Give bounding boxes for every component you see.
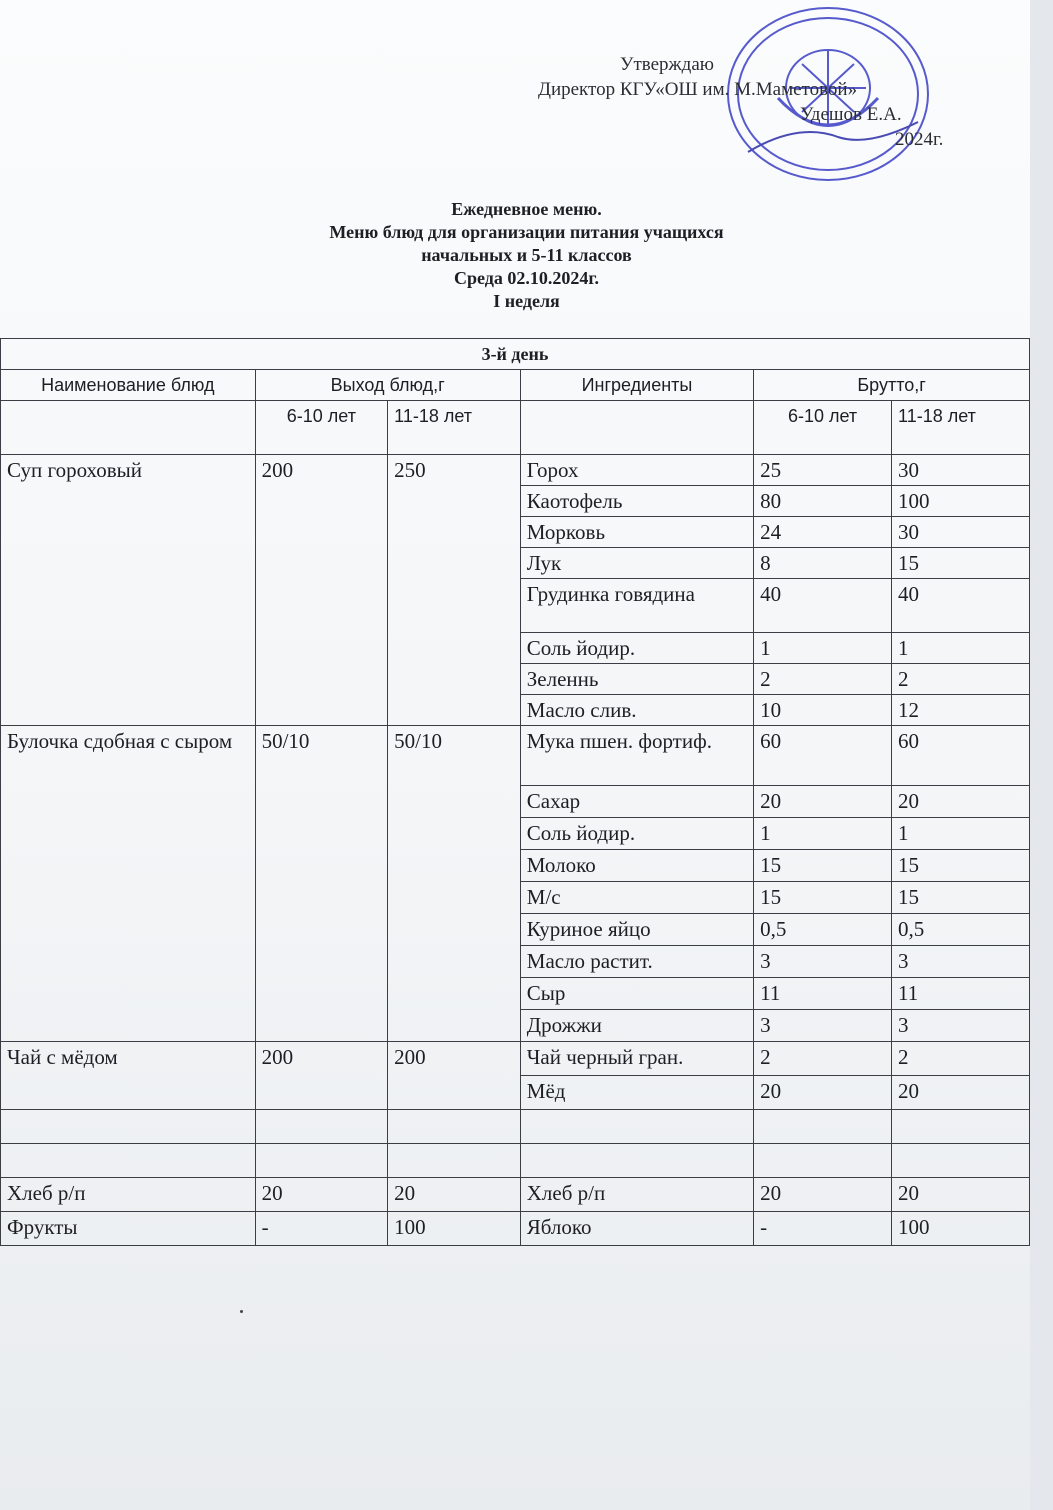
- approval-director: Директор КГУ«ОШ им. М.Маметовой»: [538, 79, 858, 100]
- header-row: [1, 370, 1030, 401]
- gross-young: 20: [754, 1076, 892, 1110]
- day-header: 3-й день: [1, 339, 1030, 370]
- empty-cell: [892, 1144, 1030, 1178]
- dish-output-young: -: [255, 1212, 388, 1246]
- gross-young: 3: [754, 1010, 892, 1042]
- gross-old: 100: [892, 1212, 1030, 1246]
- gross-young: 3: [754, 946, 892, 978]
- table-row: [1, 1042, 1030, 1076]
- ingredient-name: Масло слив.: [520, 695, 753, 726]
- dish-output-young: 200: [255, 455, 388, 726]
- gross-young: 20: [754, 1178, 892, 1212]
- gross-old: 12: [892, 695, 1030, 726]
- menu-table: [0, 338, 1030, 1246]
- ingredient-name: Соль йодир.: [520, 633, 753, 664]
- col-header-dish: Наименование блюд: [1, 370, 256, 401]
- gross-old: 2: [892, 1042, 1030, 1076]
- gross-young: 80: [754, 486, 892, 517]
- gross-young: 40: [754, 579, 892, 633]
- gross-old: 30: [892, 517, 1030, 548]
- empty-row: [1, 1144, 1030, 1178]
- gross-old: 60: [892, 726, 1030, 786]
- gross-old: 100: [892, 486, 1030, 517]
- ingredient-name: Горох: [520, 455, 753, 486]
- menu-title: [0, 198, 1053, 313]
- col-header-ingredients: Ингредиенты: [520, 370, 753, 401]
- ingredient-name: Мука пшен. фортиф.: [520, 726, 753, 786]
- gross-old: 2: [892, 664, 1030, 695]
- ingredient-name: М/с: [520, 882, 753, 914]
- col-header-gross: Брутто,г: [754, 370, 1030, 401]
- empty-cell: [520, 401, 753, 455]
- stray-mark: [240, 1310, 243, 1313]
- approval-line: Утверждаю: [620, 54, 714, 75]
- dish-output-young: 20: [255, 1178, 388, 1212]
- ingredient-name: Масло растит.: [520, 946, 753, 978]
- empty-cell: [388, 1110, 521, 1144]
- gross-old: 15: [892, 548, 1030, 579]
- table-row: [1, 455, 1030, 486]
- ingredient-name: Каотофель: [520, 486, 753, 517]
- gross-young: 8: [754, 548, 892, 579]
- ingredient-name: Чай черный гран.: [520, 1042, 753, 1076]
- gross-young: 60: [754, 726, 892, 786]
- empty-cell: [754, 1110, 892, 1144]
- header-row: [1, 339, 1030, 370]
- empty-cell: [388, 1144, 521, 1178]
- gross-old: 1: [892, 633, 1030, 664]
- gross-young: 11: [754, 978, 892, 1010]
- table-row: [1, 726, 1030, 786]
- gross-old: 0,5: [892, 914, 1030, 946]
- ingredient-name: Дрожжи: [520, 1010, 753, 1042]
- col-header-output: Выход блюд,г: [255, 370, 520, 401]
- title-week: I неделя: [493, 291, 560, 311]
- ingredient-name: Мёд: [520, 1076, 753, 1110]
- title-date: Среда 02.10.2024г.: [453, 268, 599, 288]
- ingredient-name: Яблоко: [520, 1212, 753, 1246]
- gross-old: 15: [892, 850, 1030, 882]
- empty-cell: [754, 1144, 892, 1178]
- gross-old: 11: [892, 978, 1030, 1010]
- title-line: начальных и 5-11 классов: [421, 245, 632, 265]
- gross-old: 40: [892, 579, 1030, 633]
- empty-cell: [255, 1110, 388, 1144]
- dish-output-old: 250: [388, 455, 521, 726]
- gross-young: 2: [754, 1042, 892, 1076]
- gross-young: 20: [754, 786, 892, 818]
- ingredient-name: Куриное яйцо: [520, 914, 753, 946]
- empty-cell: [1, 1110, 256, 1144]
- ingredient-name: Хлеб р/п: [520, 1178, 753, 1212]
- gross-young: 1: [754, 633, 892, 664]
- empty-cell: [1, 1144, 256, 1178]
- gross-old: 3: [892, 1010, 1030, 1042]
- gross-young: 1: [754, 818, 892, 850]
- col-header-age-young: 6-10 лет: [754, 401, 892, 455]
- dish-name: Фрукты: [1, 1212, 256, 1246]
- gross-young: 15: [754, 850, 892, 882]
- dish-output-old: 100: [388, 1212, 521, 1246]
- ingredient-name: Сахар: [520, 786, 753, 818]
- empty-cell: [892, 1110, 1030, 1144]
- ingredient-name: Морковь: [520, 517, 753, 548]
- dish-output-old: 50/10: [388, 726, 521, 1042]
- gross-old: 1: [892, 818, 1030, 850]
- table-row: [1, 1178, 1030, 1212]
- gross-young: 25: [754, 455, 892, 486]
- ingredient-name: Зеленнь: [520, 664, 753, 695]
- gross-old: 20: [892, 1178, 1030, 1212]
- empty-cell: [520, 1144, 753, 1178]
- gross-young: 0,5: [754, 914, 892, 946]
- ingredient-name: Сыр: [520, 978, 753, 1010]
- ingredient-name: Соль йодир.: [520, 818, 753, 850]
- dish-output-old: 20: [388, 1178, 521, 1212]
- table-row: [1, 1212, 1030, 1246]
- dish-name: Суп гороховый: [1, 455, 256, 726]
- gross-old: 3: [892, 946, 1030, 978]
- approval-block: [500, 52, 970, 152]
- title-line: Ежедневное меню.: [451, 199, 602, 219]
- col-header-age-old: 11-18 лет: [892, 401, 1030, 455]
- empty-cell: [520, 1110, 753, 1144]
- empty-cell: [1, 401, 256, 455]
- approval-signature-name: Удешов Е.А.: [800, 104, 902, 125]
- ingredient-name: Молоко: [520, 850, 753, 882]
- dish-output-old: 200: [388, 1042, 521, 1110]
- ingredient-name: Лук: [520, 548, 753, 579]
- subheader-row: [1, 401, 1030, 455]
- gross-young: 15: [754, 882, 892, 914]
- dish-name: Чай с мёдом: [1, 1042, 256, 1110]
- gross-old: 20: [892, 786, 1030, 818]
- title-line: Меню блюд для организации питания учащихся: [329, 222, 724, 242]
- gross-young: 10: [754, 695, 892, 726]
- gross-young: -: [754, 1212, 892, 1246]
- col-header-age-young: 6-10 лет: [255, 401, 388, 455]
- dish-output-young: 200: [255, 1042, 388, 1110]
- ingredient-name: Грудинка говядина: [520, 579, 753, 633]
- approval-date: 2024г.: [895, 129, 944, 150]
- col-header-age-old: 11-18 лет: [388, 401, 521, 455]
- dish-output-young: 50/10: [255, 726, 388, 1042]
- dish-name: Хлеб р/п: [1, 1178, 256, 1212]
- dish-name: Булочка сдобная с сыром: [1, 726, 256, 1042]
- gross-young: 24: [754, 517, 892, 548]
- gross-old: 30: [892, 455, 1030, 486]
- empty-row: [1, 1110, 1030, 1144]
- gross-old: 15: [892, 882, 1030, 914]
- gross-young: 2: [754, 664, 892, 695]
- empty-cell: [255, 1144, 388, 1178]
- gross-old: 20: [892, 1076, 1030, 1110]
